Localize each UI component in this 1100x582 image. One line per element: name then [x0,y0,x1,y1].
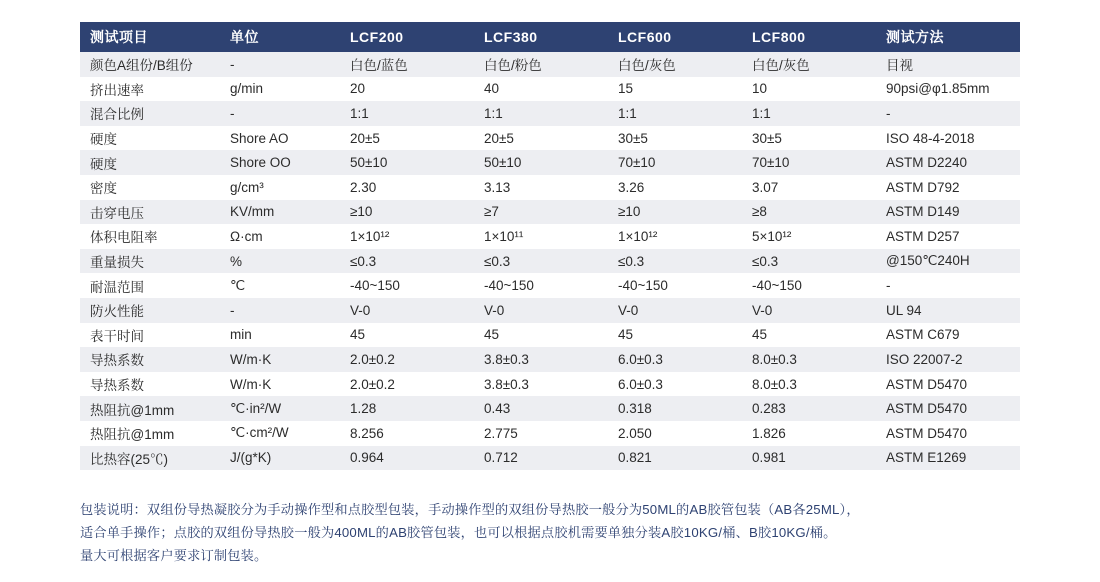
cell-lcf200: 45 [340,323,474,348]
packaging-note [80,498,1040,567]
cell-lcf380: 20±5 [474,126,608,151]
cell-item: 耐温范围 [80,273,220,298]
table-row [80,396,1020,421]
cell-unit: min [220,323,340,348]
table-row [80,323,1020,348]
cell-lcf800: 白色/灰色 [742,52,876,77]
cell-lcf600: 30±5 [608,126,742,151]
column-header-unit: 单位 [220,22,340,52]
cell-unit: - [220,101,340,126]
cell-method: ASTM D257 [876,224,1020,249]
cell-lcf800: 3.07 [742,175,876,200]
cell-item: 硬度 [80,126,220,151]
cell-lcf200: 20 [340,77,474,102]
table-header-row [80,22,1020,52]
cell-lcf380: 3.8±0.3 [474,347,608,372]
cell-unit: Shore OO [220,150,340,175]
cell-item: 表干时间 [80,323,220,348]
column-header-item: 测试项目 [80,22,220,52]
cell-lcf600: V-0 [608,298,742,323]
cell-item: 导热系数 [80,347,220,372]
cell-lcf200: 2.0±0.2 [340,372,474,397]
cell-lcf600: 白色/灰色 [608,52,742,77]
cell-method: ASTM D2240 [876,150,1020,175]
cell-lcf600: 15 [608,77,742,102]
cell-lcf800: ≥8 [742,200,876,225]
table-row [80,224,1020,249]
table-row [80,298,1020,323]
table-row [80,347,1020,372]
cell-lcf200: ≤0.3 [340,249,474,274]
cell-unit: W/m·K [220,347,340,372]
table-row [80,372,1020,397]
column-header-lcf380: LCF380 [474,22,608,52]
cell-item: 颜色A组份/B组份 [80,52,220,77]
cell-lcf380: ≤0.3 [474,249,608,274]
cell-lcf380: -40~150 [474,273,608,298]
cell-lcf380: 2.775 [474,421,608,446]
table-header [80,22,1020,52]
cell-unit: J/(g*K) [220,446,340,471]
cell-lcf200: 0.964 [340,446,474,471]
packaging-note-line-3: 量大可根据客户要求订制包装。 [80,548,268,564]
cell-lcf600: -40~150 [608,273,742,298]
cell-lcf380: 3.13 [474,175,608,200]
cell-lcf200: 白色/蓝色 [340,52,474,77]
cell-lcf380: 0.43 [474,396,608,421]
cell-lcf800: 1.826 [742,421,876,446]
cell-method: ASTM D5470 [876,421,1020,446]
cell-lcf200: 1.28 [340,396,474,421]
cell-method: 90psi@φ1.85mm [876,77,1020,102]
cell-method: @150℃240H [876,249,1020,274]
cell-lcf600: 0.821 [608,446,742,471]
cell-unit: ℃·cm²/W [220,421,340,446]
table-row [80,446,1020,471]
specifications-table [80,22,1020,470]
cell-item: 混合比例 [80,101,220,126]
table-row [80,273,1020,298]
cell-item: 热阻抗@1mm [80,421,220,446]
table-row [80,126,1020,151]
cell-unit: g/cm³ [220,175,340,200]
cell-method: ASTM E1269 [876,446,1020,471]
cell-unit: Shore AO [220,126,340,151]
cell-lcf600: 6.0±0.3 [608,372,742,397]
cell-method: ISO 48-4-2018 [876,126,1020,151]
cell-item: 比热容(25℃) [80,446,220,471]
cell-lcf800: 0.283 [742,396,876,421]
cell-method: ASTM D5470 [876,372,1020,397]
cell-method: ISO 22007-2 [876,347,1020,372]
cell-lcf200: 1×10¹² [340,224,474,249]
cell-lcf600: ≥10 [608,200,742,225]
column-header-lcf600: LCF600 [608,22,742,52]
cell-method: - [876,273,1020,298]
cell-unit: ℃ [220,273,340,298]
cell-lcf200: 20±5 [340,126,474,151]
cell-lcf800: 8.0±0.3 [742,347,876,372]
cell-item: 防火性能 [80,298,220,323]
column-header-lcf200: LCF200 [340,22,474,52]
cell-unit: KV/mm [220,200,340,225]
cell-lcf200: 2.30 [340,175,474,200]
cell-lcf800: 10 [742,77,876,102]
cell-item: 挤出速率 [80,77,220,102]
cell-unit: % [220,249,340,274]
cell-lcf800: ≤0.3 [742,249,876,274]
cell-lcf600: 0.318 [608,396,742,421]
cell-item: 导热系数 [80,372,220,397]
cell-lcf200: 50±10 [340,150,474,175]
cell-lcf380: 3.8±0.3 [474,372,608,397]
cell-lcf200: 1:1 [340,101,474,126]
cell-lcf800: 0.981 [742,446,876,471]
cell-method: ASTM D792 [876,175,1020,200]
cell-lcf380: V-0 [474,298,608,323]
cell-lcf600: ≤0.3 [608,249,742,274]
cell-method: ASTM D149 [876,200,1020,225]
table-row [80,77,1020,102]
column-header-lcf800: LCF800 [742,22,876,52]
cell-lcf200: ≥10 [340,200,474,225]
cell-unit: - [220,52,340,77]
cell-lcf200: -40~150 [340,273,474,298]
cell-lcf200: 8.256 [340,421,474,446]
cell-item: 击穿电压 [80,200,220,225]
cell-item: 密度 [80,175,220,200]
cell-item: 体积电阻率 [80,224,220,249]
cell-lcf600: 45 [608,323,742,348]
cell-lcf200: 2.0±0.2 [340,347,474,372]
table-row [80,421,1020,446]
cell-item: 重量损失 [80,249,220,274]
cell-method: UL 94 [876,298,1020,323]
cell-method: ASTM C679 [876,323,1020,348]
cell-unit: g/min [220,77,340,102]
cell-lcf380: 50±10 [474,150,608,175]
table-row [80,150,1020,175]
table-row [80,175,1020,200]
cell-lcf380: 白色/粉色 [474,52,608,77]
packaging-note-line-1: 包装说明：双组份导热凝胶分为手动操作型和点胶型包装，手动操作型的双组份导热胶一般分为50ML的AB胶管包装（AB各25ML）， [80,502,860,518]
cell-lcf200: V-0 [340,298,474,323]
cell-unit: W/m·K [220,372,340,397]
cell-lcf380: ≥7 [474,200,608,225]
cell-lcf380: 1×10¹¹ [474,224,608,249]
cell-method: ASTM D5470 [876,396,1020,421]
column-header-method: 测试方法 [876,22,1020,52]
cell-unit: ℃·in²/W [220,396,340,421]
cell-method: 目视 [876,52,1020,77]
table-row [80,101,1020,126]
cell-unit: - [220,298,340,323]
cell-lcf800: 30±5 [742,126,876,151]
cell-lcf800: -40~150 [742,273,876,298]
cell-lcf800: V-0 [742,298,876,323]
cell-lcf800: 5×10¹² [742,224,876,249]
cell-lcf600: 2.050 [608,421,742,446]
cell-lcf600: 1:1 [608,101,742,126]
cell-lcf600: 1×10¹² [608,224,742,249]
cell-lcf380: 40 [474,77,608,102]
cell-lcf380: 1:1 [474,101,608,126]
cell-item: 热阻抗@1mm [80,396,220,421]
table-row [80,52,1020,77]
cell-lcf800: 45 [742,323,876,348]
table-body [80,52,1020,470]
cell-lcf800: 1:1 [742,101,876,126]
table-row [80,249,1020,274]
packaging-note-line-2: 适合单手操作；点胶的双组份导热胶一般为400ML的AB胶管包装，也可以根据点胶机需要单独分装A胶10KG/桶、B胶10KG/桶。 [80,525,837,541]
cell-lcf600: 3.26 [608,175,742,200]
cell-lcf600: 70±10 [608,150,742,175]
cell-lcf600: 6.0±0.3 [608,347,742,372]
cell-lcf800: 70±10 [742,150,876,175]
cell-lcf380: 45 [474,323,608,348]
cell-method: - [876,101,1020,126]
cell-lcf380: 0.712 [474,446,608,471]
cell-unit: Ω·cm [220,224,340,249]
table-row [80,200,1020,225]
cell-item: 硬度 [80,150,220,175]
cell-lcf800: 8.0±0.3 [742,372,876,397]
